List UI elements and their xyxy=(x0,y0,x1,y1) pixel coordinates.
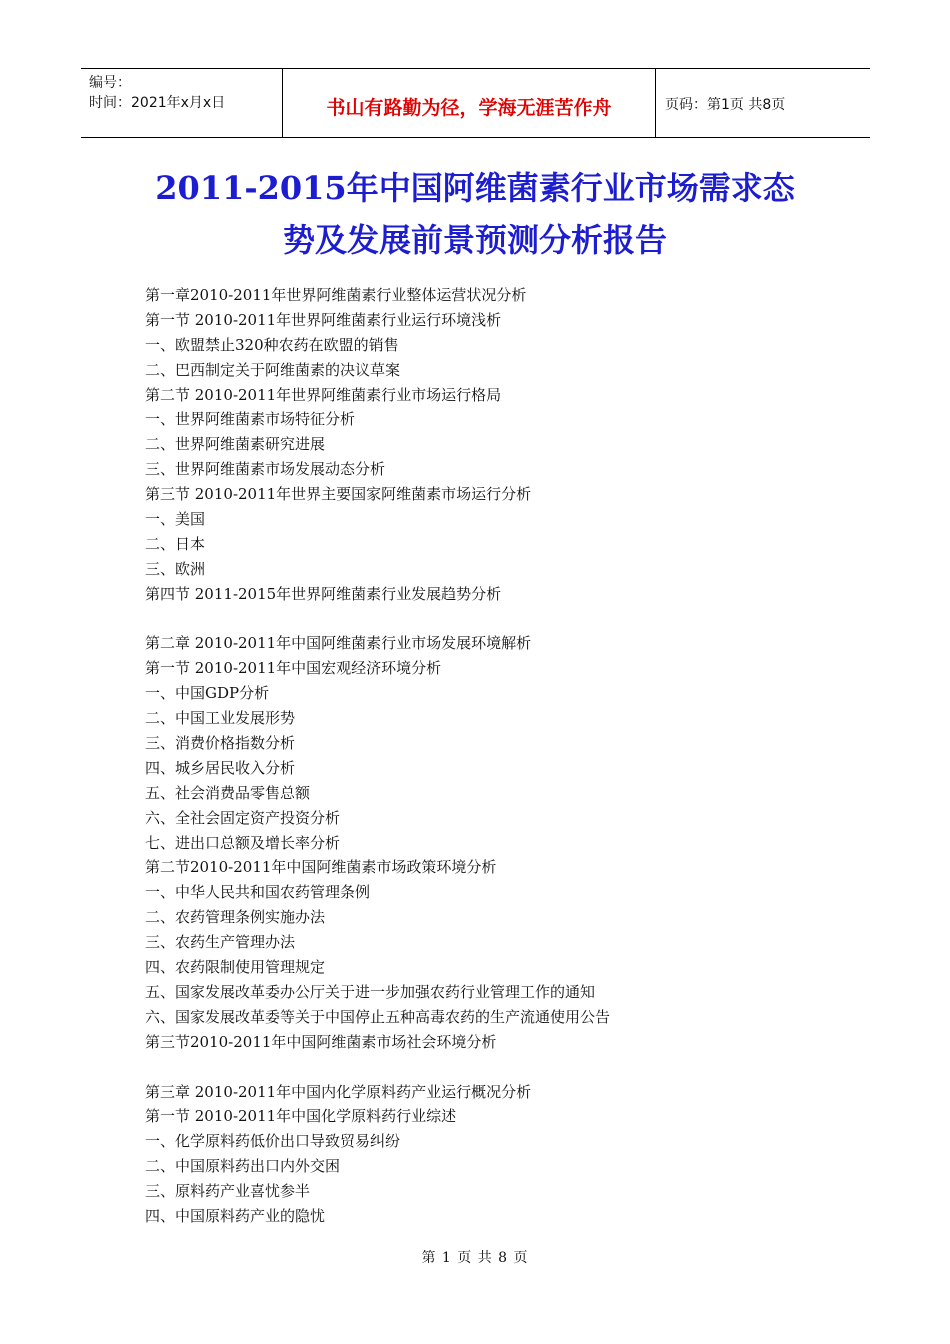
toc-entry: 一、美国 xyxy=(145,510,206,529)
toc-entry: 第三节2010-2011年中国阿维菌素市场社会环境分析 xyxy=(145,1032,497,1051)
toc-entry: 七、进出口总额及增长率分析 xyxy=(145,833,341,852)
toc-entry: 第一章2010-2011年世界阿维菌素行业整体运营状况分析 xyxy=(145,286,527,304)
page-footer: 第 1 页 共 8 页 xyxy=(421,1250,529,1266)
toc-entry: 第二章 2010-2011年中国阿维菌素行业市场发展环境解析 xyxy=(145,634,532,653)
toc-entry: 二、日本 xyxy=(145,534,206,553)
toc-entry: 二、中国工业发展形势 xyxy=(145,709,296,728)
toc-entry: 六、国家发展改革委等关于中国停止五种高毒农药的生产流通使用公告 xyxy=(145,1007,611,1026)
toc-entry: 四、中国原料药产业的隐忧 xyxy=(145,1206,326,1225)
time-label: 时间：2021年x月x日 xyxy=(89,95,226,111)
toc-entry: 五、社会消费品零售总额 xyxy=(145,783,311,802)
toc-entry: 第二节2010-2011年中国阿维菌素市场政策环境分析 xyxy=(145,858,497,877)
toc-spacer xyxy=(145,1055,845,1080)
toc-entry: 四、城乡居民收入分析 xyxy=(145,758,296,777)
table-of-contents xyxy=(145,283,845,1229)
report-title xyxy=(0,162,950,266)
toc-entry: 三、农药生产管理办法 xyxy=(145,933,296,952)
toc-entry: 一、化学原料药低价出口导致贸易纠纷 xyxy=(145,1132,401,1151)
toc-entry: 六、全社会固定资产投资分析 xyxy=(145,808,341,827)
motto-text: 书山有路勤为径，学海无涯苦作舟 xyxy=(326,96,612,119)
title-line-1: 2011-2015年中国阿维菌素行业市场需求态 xyxy=(155,169,795,207)
number-label: 编号： xyxy=(89,75,131,91)
header-motto-cell xyxy=(282,69,656,137)
document-header xyxy=(81,68,870,138)
toc-spacer xyxy=(145,607,845,632)
header-meta xyxy=(81,69,281,137)
toc-entry: 二、中国原料药出口内外交困 xyxy=(145,1157,341,1176)
toc-entry: 三、欧洲 xyxy=(145,559,206,578)
toc-entry: 三、世界阿维菌素市场发展动态分析 xyxy=(145,460,386,479)
title-line-2: 势及发展前景预测分析报告 xyxy=(282,221,667,259)
toc-entry: 第一节 2010-2011年中国宏观经济环境分析 xyxy=(145,659,442,678)
toc-entry: 第四节 2011-2015年世界阿维菌素行业发展趋势分析 xyxy=(145,584,502,603)
toc-entry: 五、国家发展改革委办公厅关于进一步加强农药行业管理工作的通知 xyxy=(145,982,596,1001)
toc-entry: 三、消费价格指数分析 xyxy=(145,734,296,753)
toc-entry: 二、巴西制定关于阿维菌素的决议草案 xyxy=(145,360,401,379)
toc-entry: 一、中国GDP分析 xyxy=(145,684,270,703)
toc-entry: 二、农药管理条例实施办法 xyxy=(145,908,326,927)
toc-entry: 第三节 2010-2011年世界主要国家阿维菌素市场运行分析 xyxy=(145,485,532,504)
page-info-text: 页码：第1页 共8页 xyxy=(665,97,786,113)
toc-entry: 第三章 2010-2011年中国内化学原料药产业运行概况分析 xyxy=(145,1082,532,1101)
toc-entry: 一、中华人民共和国农药管理条例 xyxy=(145,883,371,902)
toc-entry: 三、原料药产业喜忧参半 xyxy=(145,1182,311,1201)
toc-entry: 二、世界阿维菌素研究进展 xyxy=(145,435,326,454)
toc-entry: 一、世界阿维菌素市场特征分析 xyxy=(145,410,356,429)
toc-entry: 第一节 2010-2011年世界阿维菌素行业运行环境浅析 xyxy=(145,310,502,329)
toc-entry: 四、农药限制使用管理规定 xyxy=(145,958,326,977)
toc-entry: 一、欧盟禁止320种农药在欧盟的销售 xyxy=(145,335,399,354)
header-page-info xyxy=(655,69,870,137)
toc-entry: 第一节 2010-2011年中国化学原料药行业综述 xyxy=(145,1107,457,1126)
toc-entry: 第二节 2010-2011年世界阿维菌素行业市场运行格局 xyxy=(145,385,502,404)
